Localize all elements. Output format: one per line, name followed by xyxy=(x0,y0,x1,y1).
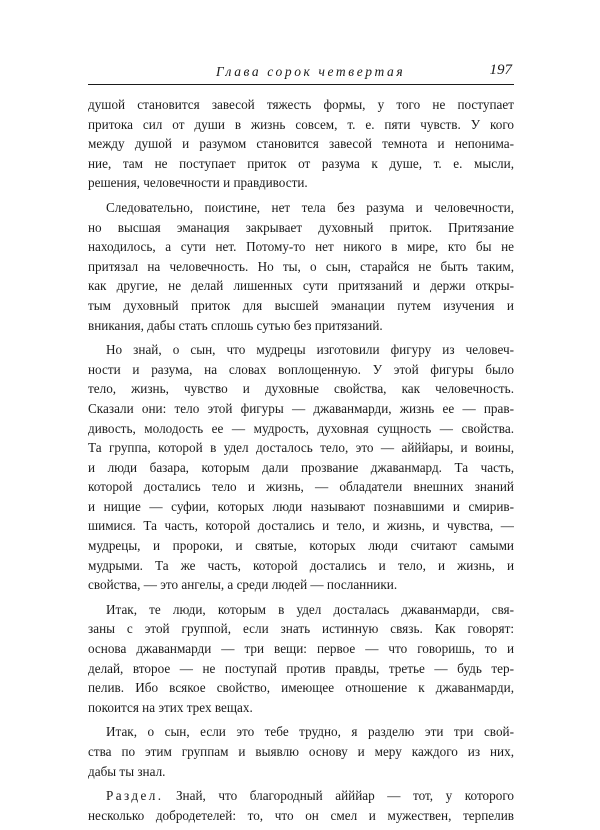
text-line: но высшая эманация закрывает духовный приток. Притязание xyxy=(88,219,514,235)
section-lead: Раздел. xyxy=(106,788,164,804)
text-line: Но знай, о сын, что мудрецы изготовили фигуру из человеч- xyxy=(106,342,514,358)
text-line: как другие, не делай лишенных сути притязаний и держи откры- xyxy=(88,278,514,294)
text-line: заны с этой группой, если знать истинную связь. Как говорят: xyxy=(88,621,514,637)
text-line: притязал на человечность. Но ты, о сын, старайся не быть таким, xyxy=(88,258,514,274)
text-line: Следовательно, поистине, нет тела без разума и человечности, xyxy=(106,199,514,215)
page-number: 197 xyxy=(489,62,512,78)
text-line: Итак, о сын, если это тебе трудно, я разделю эти три свой- xyxy=(106,724,514,740)
text-line: Итак, те люди, которым в удел досталась джаванмарди, свя- xyxy=(106,601,514,617)
text-line: решения, человечности и правдивости. xyxy=(88,175,308,191)
text-line xyxy=(88,786,514,806)
paragraph xyxy=(88,786,514,825)
text-line: делай, второе — не поступай против правды, третье — будь тер- xyxy=(88,660,514,676)
text-line: пелив. Ибо всякое свойство, имеющее отношение к джаванмарди, xyxy=(88,680,514,696)
text-line: покоится на этих трех вещах. xyxy=(88,699,253,715)
paragraph xyxy=(88,95,514,193)
text-line: основа джаванмарди — три вещи: первое — что говоришь, то и xyxy=(88,641,514,657)
text-line: ние, там не поступает приток от разума к душе, т. е. мысли, xyxy=(88,155,514,171)
body-text xyxy=(88,95,514,830)
text-line: между душой и разумом становится завесой темнота и непонима- xyxy=(88,136,514,152)
text-line: ности и разума, на словах воплощенную. У этой фигуры было xyxy=(88,361,514,377)
text-line: и люди базара, которым дали прозвание джаванмард. Та часть, xyxy=(88,459,514,475)
text-line: дабы ты знал. xyxy=(88,763,166,779)
text-line: душой становится завесой тяжесть формы, у того не поступает xyxy=(88,97,514,112)
text-line: тым духовный приток для высшей эманации путем изучения и xyxy=(88,297,514,313)
text-line: Сказали они: тело этой фигуры — джаванмарди, жизнь ее — прав- xyxy=(88,400,514,416)
text-line: притока сил от души в жизнь совсем, т. е. пяти чувств. У кого xyxy=(88,116,514,132)
running-header xyxy=(88,62,514,85)
text-line: которой достались тело и жизнь, — обладатели внешних знаний xyxy=(88,479,514,495)
text-line: и нищие — суфии, которых люди называют познавшими и смирив- xyxy=(88,498,514,514)
section-lead-text: Знай, что благородный айййар — тот, у которого xyxy=(163,788,514,804)
paragraph xyxy=(88,340,514,595)
text-line: несколько добродетелей: то, что он смел и мужествен, терпелив xyxy=(88,807,514,823)
text-line: Та группа, которой в удел досталось тело, это — айййары, и воины, xyxy=(88,440,514,456)
paragraph xyxy=(88,198,514,335)
text-line: дивость, молодость ее — мудрость, духовная сущность — свойства. xyxy=(88,420,514,436)
text-line: находилось, а сути нет. Потому-то нет никого в мире, кто бы не xyxy=(88,239,514,255)
text-line: шимися. Та часть, которой достались и тело, и жизнь, и чувства, — xyxy=(88,518,514,534)
paragraph xyxy=(88,722,514,781)
paragraph xyxy=(88,600,514,718)
text-line: свойства, — это ангелы, а среди людей — посланники. xyxy=(88,577,398,593)
text-line: тело, жизнь, чувство и духовные свойства, как человечность. xyxy=(88,381,514,397)
running-title: Глава сорок четвертая xyxy=(216,64,406,79)
text-line: вникания, дабы стать сплошь сутью без притязаний. xyxy=(88,317,383,333)
text-line: мудрыми. Та же часть, которой достались и тело, и жизнь, и xyxy=(88,557,514,573)
text-line: мудрецы, и пророки, и святые, которых люди считают самыми xyxy=(88,538,514,554)
text-line: ства по этим группам и выявлю основу и меру каждого из них, xyxy=(88,744,514,759)
